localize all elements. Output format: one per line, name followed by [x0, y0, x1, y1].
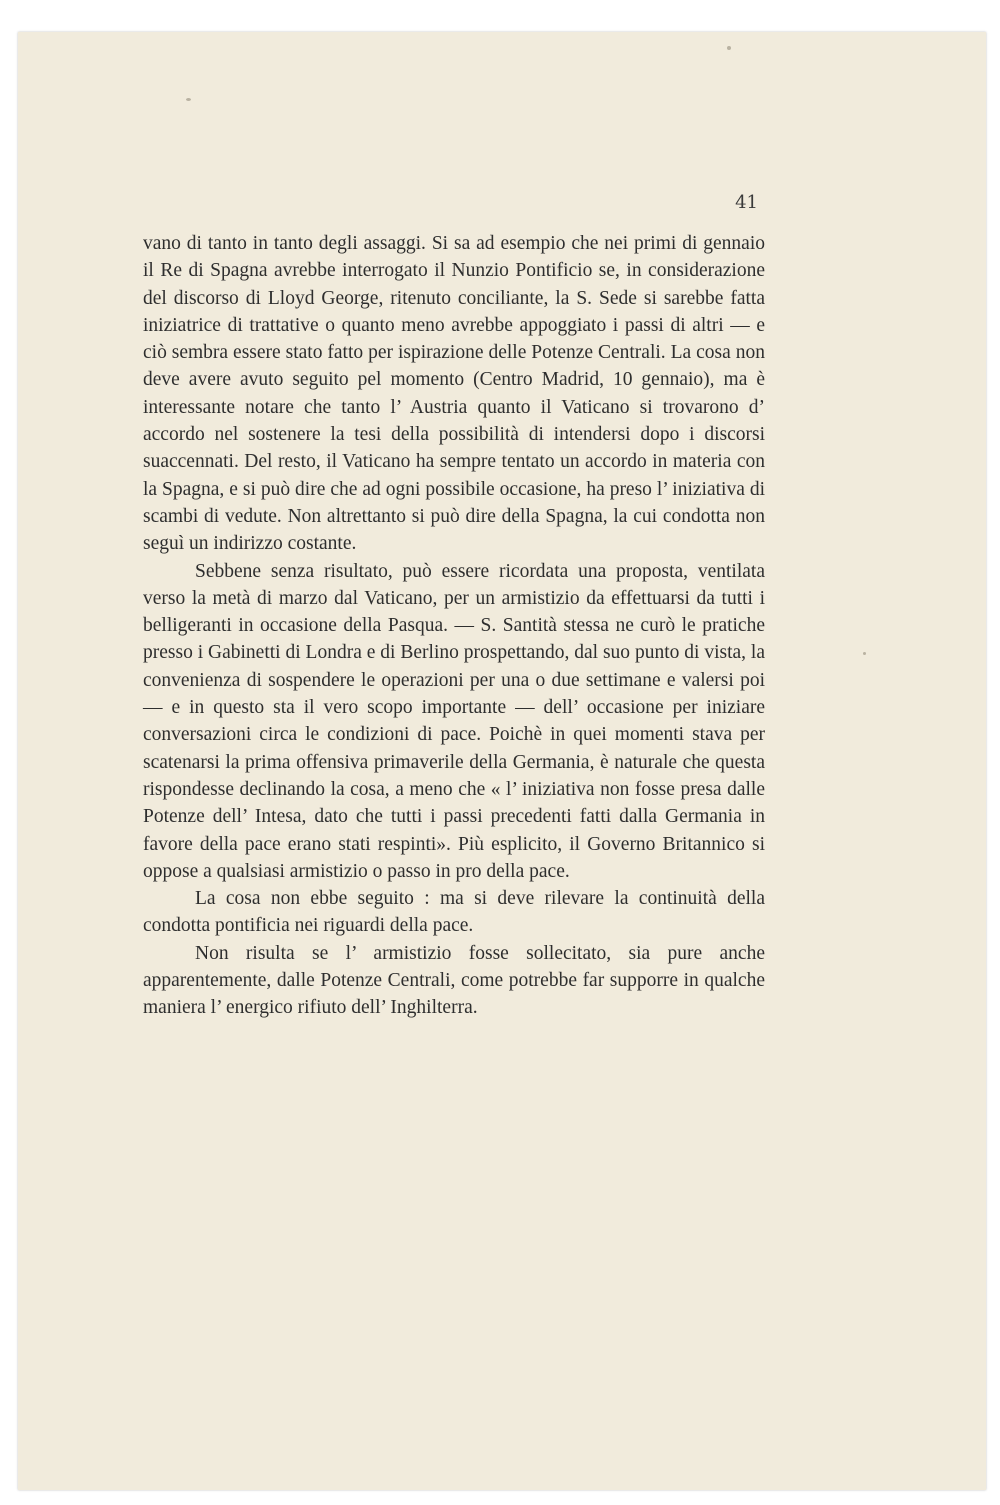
paragraph-4: Non risulta se l’ armistizio fosse sollecitato, sia pure anche apparentemente, dalle Potenze Centrali, come potrebbe far supporre in qualche maniera l’ energico rifiuto dell’ Inghilterra. — [143, 942, 765, 1019]
body-text — [143, 230, 765, 1022]
paragraph-3: La cosa non ebbe seguito : ma si deve rilevare la continuità della condotta pontificia nei riguardi della pace. — [143, 888, 765, 937]
page-number: 41 — [735, 192, 758, 213]
paragraph-1: vano di tanto in tanto degli assaggi. Si sa ad esempio che nei primi di gennaio il Re di Spagna avrebbe interrogato il Nunzio Pontificio se, in considerazione del discorso di Lloyd George, ritenuto conciliante, la S. Sede si sarebbe fatta iniziatrice di trattative o quanto meno avrebbe appoggiato i passi di altri — e ciò sembra essere stato fatto per ispirazione delle Potenze Centrali. La cosa non deve avere avuto seguito pel momento (Centro Madrid, 10 gennaio), ma è interessante notare che tanto l’ Austria quanto il Vaticano si trovarono d’ accordo nel sostenere la tesi della possibilità di intendersi dopo i discorsi suaccennati. Del resto, il Vaticano ha sempre tentato un accordo in materia con la Spagna, e si può dire che ad ogni possibile occasione, ha preso l’ iniziativa di scambi di vedute. Non altrettanto si può dire della Spagna, la cui condotta non seguì un indirizzo costante. — [143, 233, 765, 555]
scanned-page — [18, 32, 986, 1490]
paper-speck — [863, 652, 866, 655]
paper-speck — [186, 98, 191, 101]
paper-speck — [727, 46, 731, 50]
paragraph-2: Sebbene senza risultato, può essere ricordata una proposta, ventilata verso la metà di marzo dal Vaticano, per un armistizio da effettuarsi da tutti i belligeranti in occasione della Pasqua. — S. Santità stessa ne curò le pratiche presso i Gabinetti di Londra e di Berlino prospettando, dal suo punto di vista, la convenienza di sospendere le operazioni per una o due settimane e valersi poi — e in questo sta il vero scopo importante — dell’ occasione per iniziare conversazioni circa le condizioni di pace. Poichè in quei momenti stava per scatenarsi la prima offensiva primaverile della Germania, è naturale che questa rispondesse declinando la cosa, a meno che « l’ iniziativa non fosse presa dalle Potenze dell’ Intesa, dato che tutti i passi precedenti fatti dalla Germania in favore della pace erano stati respinti». Più esplicito, il Governo Britannico si oppose a qualsiasi armistizio o passo in pro della pace. — [143, 560, 765, 882]
